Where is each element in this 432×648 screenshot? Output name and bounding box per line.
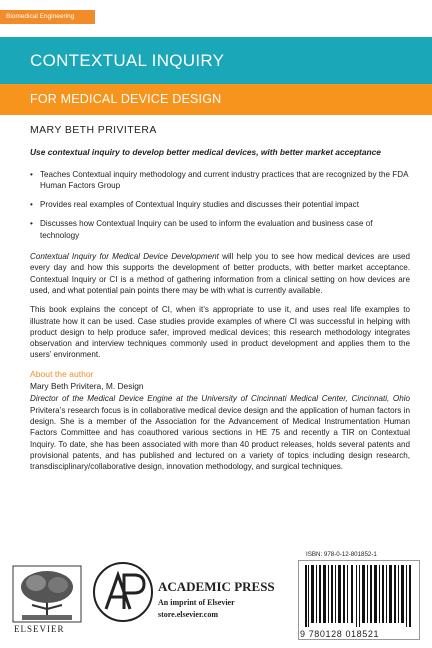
author-name: MARY BETH PRIVITERA [30, 124, 157, 136]
description-paragraph-2: This book explains the concept of CI, when it’s appropriate to use it, and uses real life examples to illustrate how it can be used. Case studies provide examples of where CI was successful in helping with product design to help produce safer, improved medical devices; this research methodology integrates observation and interview techniques commonly used in product development and applies them to the users’ environment. [30, 305, 410, 360]
isbn-barcode [298, 560, 420, 640]
feature-bullet: • Provides real examples of Contextual Inquiry studies and discusses their potential impact [30, 199, 410, 210]
barcode-icon [299, 561, 419, 639]
book-subtitle: FOR MEDICAL DEVICE DESIGN [30, 92, 222, 106]
author-bio-text: Privitera’s research focus is in collaborative medical device design and the application of human factors in design. She is a member of the Association for the Advancement of Medical Instrumentation Human Factors Committee and has coauthored various sections in HE 75 and recently a TIR on Contextual Inquiry. To date, she has been associated with more than 40 product releases, holds several patents and provisional patents, and has published and lectured on a variety of topics including design research, transdisciplinary/collaborative design, innovation methodology, and surgical techniques. [30, 405, 410, 472]
isbn-label: ISBN: 978-0-12-801852-1 [306, 551, 377, 558]
feature-bullet: • Teaches Contextual inquiry methodology and current industry practices that are recognized by the FDA Human Factors Group [30, 169, 410, 192]
subtitle-band [0, 84, 432, 115]
book-title: CONTEXTUAL INQUIRY [30, 51, 225, 70]
title-band [0, 37, 432, 84]
description-paragraph-1 [30, 251, 410, 296]
author-role: Director of the Medical Device Engine at the University of Cincinnati Medical Center, Cincinnati, Ohio [30, 394, 410, 404]
elsevier-wordmark: ELSEVIER [14, 624, 65, 634]
back-cover-text [30, 125, 410, 480]
publisher-name: ACADEMIC PRESS [158, 579, 275, 594]
about-author-bio [30, 393, 410, 472]
feature-list [30, 169, 410, 241]
publisher-url: store.elsevier.com [158, 610, 218, 619]
barcode-number: 9 780128 018521 [300, 629, 380, 639]
series-bar [0, 0, 432, 36]
tagline: Use contextual inquiry to develop better medical devices, with better market acceptance [30, 147, 381, 158]
elsevier-tree-logo [12, 565, 82, 631]
feature-bullet: • Discusses how Contextual Inquiry can be used to inform the evaluation and business case of technology [30, 218, 410, 241]
about-author-name: Mary Beth Privitera, M. Design [30, 381, 144, 392]
series-label: Biomedical Engineering [0, 10, 95, 24]
publisher-imprint: An imprint of Elsevier [158, 598, 235, 607]
academic-press-ap-logo [92, 561, 154, 623]
description-text-1: will help you to see how medical devices are used every day and how this supports the development of better products, with better market acceptance. Contextual Inquiry or CI is a method of gathering information from a clinical setting on how devices are used, and what potential pain points there may be with what is currently available. [30, 252, 410, 295]
about-author-heading: About the author [30, 368, 94, 379]
book-title-italic: Contextual Inquiry for Medical Device Development [30, 252, 219, 262]
